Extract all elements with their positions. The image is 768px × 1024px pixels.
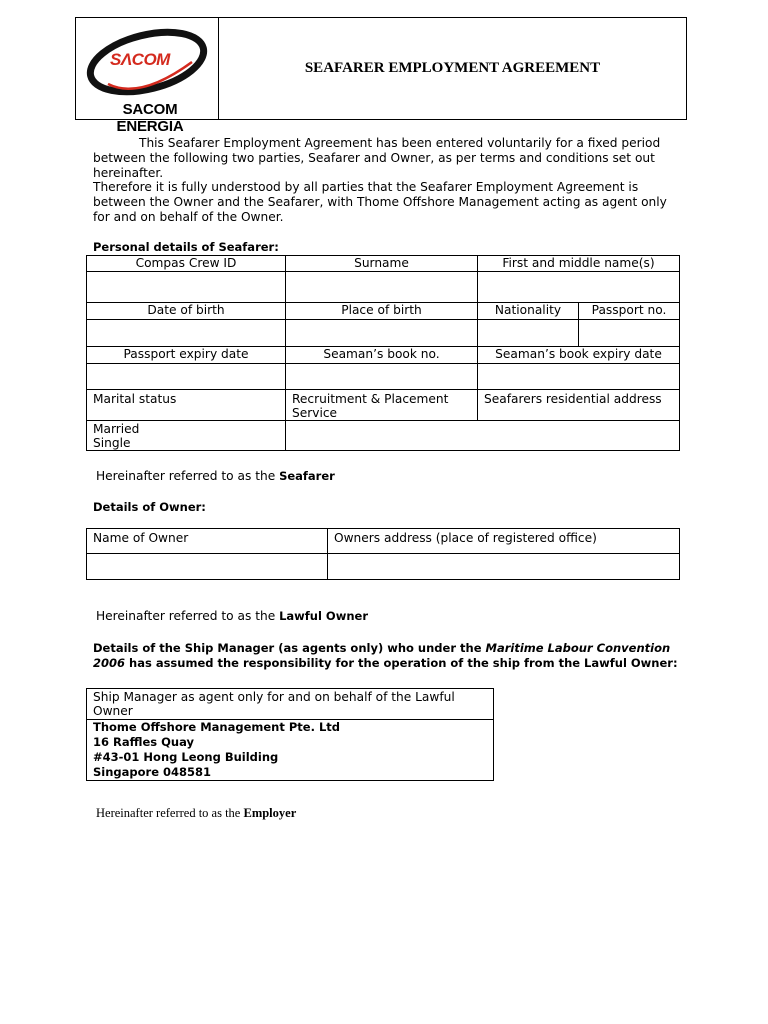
manager-address-line: Singapore 048581 <box>93 765 212 779</box>
manager-address-line: #43-01 Hong Leong Building <box>93 750 279 764</box>
logo-mark: SΛCOM <box>110 50 170 69</box>
owner-details-table <box>86 528 680 580</box>
seafarer-note-term: Seafarer <box>279 469 335 483</box>
document-header <box>75 17 687 135</box>
surname-field[interactable] <box>286 272 478 303</box>
ship-manager-label: Ship Manager as agent only for and on behalf of the Lawful Owner <box>87 689 494 720</box>
seamans-book-no-field[interactable] <box>286 364 478 390</box>
owners-address-field[interactable] <box>328 554 680 580</box>
manager-heading-b: has assumed the responsibility for the operation of the ship from the Lawful Owner: <box>129 656 678 670</box>
owner-note-term: Lawful Owner <box>279 609 368 623</box>
logo-text: SACOM ENERGIA <box>116 101 184 135</box>
first-middle-name-field[interactable] <box>478 272 680 303</box>
owners-address-label: Owners address (place of registered office) <box>328 529 680 554</box>
residential-address-label: Seafarers residential address <box>478 390 680 421</box>
passport-expiry-field[interactable] <box>87 364 286 390</box>
seafarer-details-table <box>86 255 680 451</box>
seafarer-note <box>96 469 335 483</box>
manager-address-line: Thome Offshore Management Pte. Ltd <box>93 720 341 734</box>
employer-note-prefix: Hereinafter referred to as the <box>96 806 241 820</box>
date-of-birth-field[interactable] <box>87 320 286 347</box>
passport-no-label: Passport no. <box>579 303 680 320</box>
document-title: SEAFARER EMPLOYMENT AGREEMENT <box>304 60 601 76</box>
compas-crew-id-field[interactable] <box>87 272 286 303</box>
sacom-energia-logo <box>80 22 214 135</box>
place-of-birth-field[interactable] <box>286 320 478 347</box>
name-of-owner-label: Name of Owner <box>87 529 328 554</box>
name-of-owner-field[interactable] <box>87 554 328 580</box>
ship-manager-address <box>87 720 494 781</box>
seamans-book-expiry-field[interactable] <box>478 364 680 390</box>
owner-note <box>96 609 368 623</box>
seamans-book-expiry-label: Seaman’s book expiry date <box>478 347 680 364</box>
compas-crew-id-label: Compas Crew ID <box>87 256 286 272</box>
date-of-birth-label: Date of birth <box>87 303 286 320</box>
intro-line-1: This Seafarer Employment Agreement has been entered voluntarily for a fixed period between the following two parties, Seafarer and Owner, as per terms and conditions set out hereinafter. <box>93 136 661 180</box>
marital-status-options[interactable] <box>87 421 286 451</box>
nationality-field[interactable] <box>478 320 579 347</box>
manager-heading-italic: Maritime Labour Convention 2006 <box>93 641 671 670</box>
intro-paragraph <box>93 136 673 225</box>
employer-note-term: Employer <box>243 806 297 820</box>
recruitment-label: Recruitment & Placement Service <box>286 390 478 421</box>
first-middle-name-label: First and middle name(s) <box>478 256 680 272</box>
nationality-label: Nationality <box>478 303 579 320</box>
manager-heading <box>93 641 683 671</box>
seafarer-heading: Personal details of Seafarer: <box>93 240 279 254</box>
married-option[interactable]: Married <box>93 422 140 436</box>
seafarer-note-prefix: Hereinafter referred to as the <box>96 469 276 483</box>
manager-heading-a: Details of the Ship Manager (as agents only) who under the <box>93 641 482 655</box>
intro-line-2: Therefore it is fully understood by all parties that the Seafarer Employment Agreement is between the Owner and the Seafarer, with Thome Offshore Management acting as agent only for and on behalf of the Owner. <box>93 180 667 224</box>
single-option[interactable]: Single <box>93 436 131 450</box>
passport-no-field[interactable] <box>579 320 680 347</box>
marital-status-label: Marital status <box>87 390 286 421</box>
owner-heading: Details of Owner: <box>93 500 206 514</box>
seamans-book-no-label: Seaman’s book no. <box>286 347 478 364</box>
manager-address-line: 16 Raffles Quay <box>93 735 194 749</box>
surname-label: Surname <box>286 256 478 272</box>
recruitment-address-field[interactable] <box>286 421 680 451</box>
employer-note <box>96 806 296 821</box>
place-of-birth-label: Place of birth <box>286 303 478 320</box>
owner-note-prefix: Hereinafter referred to as the <box>96 609 276 623</box>
passport-expiry-label: Passport expiry date <box>87 347 286 364</box>
ship-manager-table <box>86 688 494 781</box>
